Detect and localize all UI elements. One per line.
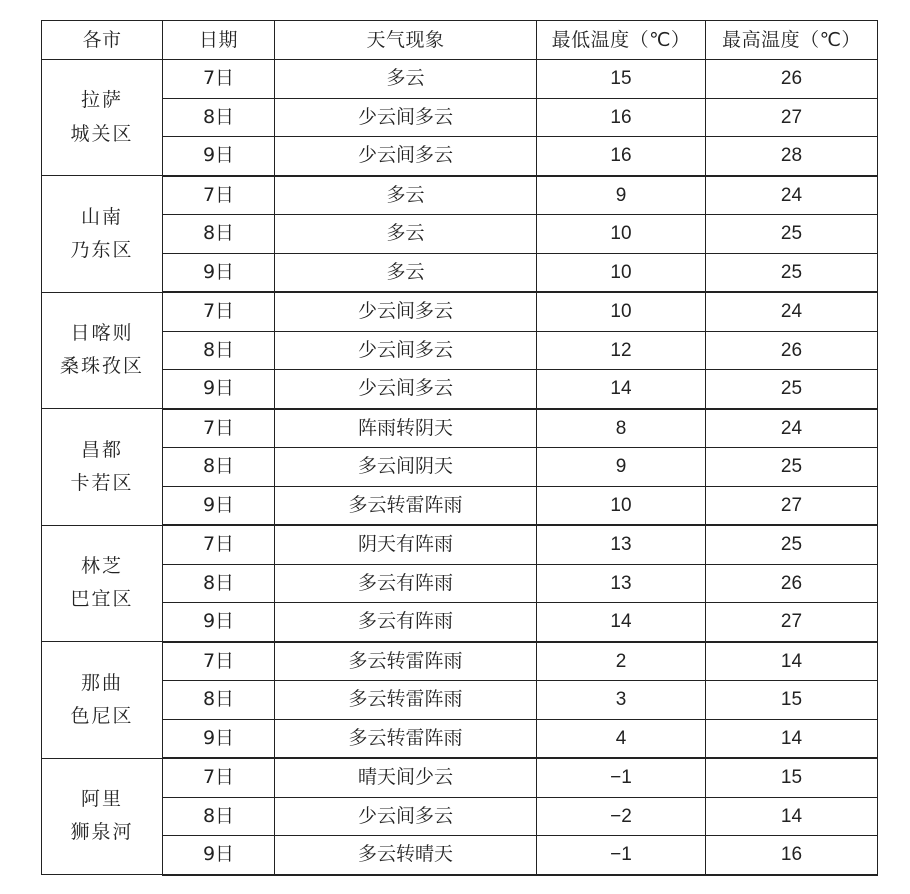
date-cell: 8日 bbox=[163, 448, 275, 487]
date-cell: 7日 bbox=[163, 176, 275, 215]
table-header bbox=[42, 21, 878, 60]
high-temp-cell: 14 bbox=[706, 797, 878, 836]
high-temp-cell: 25 bbox=[706, 253, 878, 292]
high-temp-cell: 14 bbox=[706, 719, 878, 758]
date-cell: 7日 bbox=[163, 292, 275, 331]
table-row bbox=[42, 253, 878, 292]
header-date: 日期 bbox=[163, 21, 275, 60]
low-temp-cell: 13 bbox=[537, 525, 706, 564]
weather-cell: 少云间多云 bbox=[275, 292, 537, 331]
high-temp-cell: 26 bbox=[706, 331, 878, 370]
high-temp-cell: 25 bbox=[706, 448, 878, 487]
high-temp-cell: 25 bbox=[706, 370, 878, 409]
weather-cell: 多云转雷阵雨 bbox=[275, 642, 537, 681]
low-temp-cell: −1 bbox=[537, 758, 706, 797]
region-name-line: 桑珠孜区 bbox=[59, 355, 144, 378]
low-temp-cell: 13 bbox=[537, 564, 706, 603]
low-temp-cell: 8 bbox=[537, 409, 706, 448]
low-temp-cell: 10 bbox=[537, 486, 706, 525]
high-temp-cell: 25 bbox=[706, 525, 878, 564]
high-temp-cell: 16 bbox=[706, 836, 878, 875]
region-name-cell bbox=[42, 292, 163, 409]
weather-cell: 多云转雷阵雨 bbox=[275, 719, 537, 758]
region-name-cell bbox=[42, 525, 163, 642]
region-name-cell bbox=[42, 642, 163, 759]
table-row bbox=[42, 292, 878, 331]
region-name-line: 乃东区 bbox=[70, 238, 134, 261]
table-row bbox=[42, 331, 878, 370]
date-cell: 9日 bbox=[163, 603, 275, 642]
weather-cell: 多云转雷阵雨 bbox=[275, 486, 537, 525]
table-row bbox=[42, 719, 878, 758]
region-name-line: 阿里 bbox=[80, 788, 123, 810]
table-row bbox=[42, 98, 878, 137]
high-temp-cell: 28 bbox=[706, 137, 878, 176]
date-cell: 9日 bbox=[163, 836, 275, 875]
table-row bbox=[42, 642, 878, 681]
weather-cell: 多云 bbox=[275, 215, 537, 254]
high-temp-cell: 24 bbox=[706, 292, 878, 331]
header-low-temp: 最低温度（℃） bbox=[537, 21, 706, 60]
weather-cell: 多云转雷阵雨 bbox=[275, 681, 537, 720]
low-temp-cell: 9 bbox=[537, 176, 706, 215]
date-cell: 9日 bbox=[163, 253, 275, 292]
date-cell: 7日 bbox=[163, 525, 275, 564]
header-high-temp: 最高温度（℃） bbox=[706, 21, 878, 60]
region-name-line: 狮泉河 bbox=[70, 821, 134, 844]
region-name-line: 巴宜区 bbox=[70, 588, 134, 611]
low-temp-cell: 16 bbox=[537, 98, 706, 137]
low-temp-cell: 10 bbox=[537, 292, 706, 331]
region-name-line: 山南 bbox=[80, 205, 123, 228]
date-cell: 8日 bbox=[163, 564, 275, 603]
weather-cell: 阵雨转阴天 bbox=[275, 409, 537, 448]
table-row bbox=[42, 836, 878, 875]
header-weather: 天气现象 bbox=[275, 21, 537, 60]
weather-cell: 少云间多云 bbox=[275, 331, 537, 370]
table-row bbox=[42, 797, 878, 836]
date-cell: 9日 bbox=[163, 370, 275, 409]
date-cell: 8日 bbox=[163, 681, 275, 720]
low-temp-cell: 2 bbox=[537, 642, 706, 681]
date-cell: 8日 bbox=[163, 215, 275, 254]
table-row bbox=[42, 176, 878, 215]
date-cell: 9日 bbox=[163, 486, 275, 525]
region-name-cell bbox=[42, 758, 163, 875]
table-row bbox=[42, 486, 878, 525]
table-row bbox=[42, 564, 878, 603]
weather-cell: 阴天有阵雨 bbox=[275, 525, 537, 564]
date-cell: 8日 bbox=[163, 331, 275, 370]
high-temp-cell: 26 bbox=[706, 60, 878, 99]
weather-cell: 少云间多云 bbox=[275, 370, 537, 409]
date-cell: 7日 bbox=[163, 409, 275, 448]
weather-cell: 多云 bbox=[275, 253, 537, 292]
high-temp-cell: 27 bbox=[706, 603, 878, 642]
low-temp-cell: 10 bbox=[537, 253, 706, 292]
high-temp-cell: 27 bbox=[706, 486, 878, 525]
table-row bbox=[42, 215, 878, 254]
weather-cell: 多云有阵雨 bbox=[275, 564, 537, 603]
weather-forecast-table bbox=[41, 20, 878, 876]
weather-cell: 多云 bbox=[275, 60, 537, 99]
date-cell: 7日 bbox=[163, 642, 275, 681]
date-cell: 7日 bbox=[163, 758, 275, 797]
region-name-line: 卡若区 bbox=[70, 471, 134, 494]
low-temp-cell: 14 bbox=[537, 603, 706, 642]
region-name-cell bbox=[42, 60, 163, 176]
low-temp-cell: 16 bbox=[537, 137, 706, 176]
low-temp-cell: 4 bbox=[537, 719, 706, 758]
table-row bbox=[42, 60, 878, 99]
date-cell: 7日 bbox=[163, 60, 275, 99]
date-cell: 8日 bbox=[163, 98, 275, 137]
date-cell: 9日 bbox=[163, 719, 275, 758]
region-name-cell bbox=[42, 176, 163, 293]
high-temp-cell: 27 bbox=[706, 98, 878, 137]
weather-cell: 少云间多云 bbox=[275, 797, 537, 836]
low-temp-cell: 12 bbox=[537, 331, 706, 370]
low-temp-cell: 10 bbox=[537, 215, 706, 254]
region-name-line: 昌都 bbox=[80, 438, 123, 461]
region-name-line: 色尼区 bbox=[70, 704, 134, 727]
high-temp-cell: 14 bbox=[706, 642, 878, 681]
region-name-line: 那曲 bbox=[80, 671, 123, 694]
region-name-cell bbox=[42, 409, 163, 526]
header-city: 各市 bbox=[42, 21, 163, 60]
weather-cell: 少云间多云 bbox=[275, 98, 537, 137]
region-name-line: 拉萨 bbox=[80, 89, 123, 112]
low-temp-cell: 15 bbox=[537, 60, 706, 99]
high-temp-cell: 15 bbox=[706, 681, 878, 720]
low-temp-cell: −2 bbox=[537, 797, 706, 836]
table-row bbox=[42, 525, 878, 564]
table-row bbox=[42, 137, 878, 176]
table-row bbox=[42, 758, 878, 797]
table-row bbox=[42, 409, 878, 448]
weather-cell: 少云间多云 bbox=[275, 137, 537, 176]
high-temp-cell: 15 bbox=[706, 758, 878, 797]
header-row bbox=[42, 21, 878, 60]
region-name-line: 城关区 bbox=[70, 122, 134, 145]
low-temp-cell: −1 bbox=[537, 836, 706, 875]
table-body bbox=[42, 60, 878, 875]
high-temp-cell: 26 bbox=[706, 564, 878, 603]
table-row bbox=[42, 681, 878, 720]
high-temp-cell: 24 bbox=[706, 176, 878, 215]
low-temp-cell: 14 bbox=[537, 370, 706, 409]
table-row bbox=[42, 370, 878, 409]
date-cell: 9日 bbox=[163, 137, 275, 176]
low-temp-cell: 9 bbox=[537, 448, 706, 487]
weather-cell: 多云转晴天 bbox=[275, 836, 537, 875]
weather-cell: 多云 bbox=[275, 176, 537, 215]
table-row bbox=[42, 448, 878, 487]
high-temp-cell: 24 bbox=[706, 409, 878, 448]
high-temp-cell: 25 bbox=[706, 215, 878, 254]
table-row bbox=[42, 603, 878, 642]
weather-cell: 多云有阵雨 bbox=[275, 603, 537, 642]
low-temp-cell: 3 bbox=[537, 681, 706, 720]
weather-cell: 晴天间少云 bbox=[275, 758, 537, 797]
region-name-line: 日喀则 bbox=[70, 322, 134, 344]
weather-cell: 多云间阴天 bbox=[275, 448, 537, 487]
region-name-line: 林芝 bbox=[80, 555, 123, 577]
date-cell: 8日 bbox=[163, 797, 275, 836]
